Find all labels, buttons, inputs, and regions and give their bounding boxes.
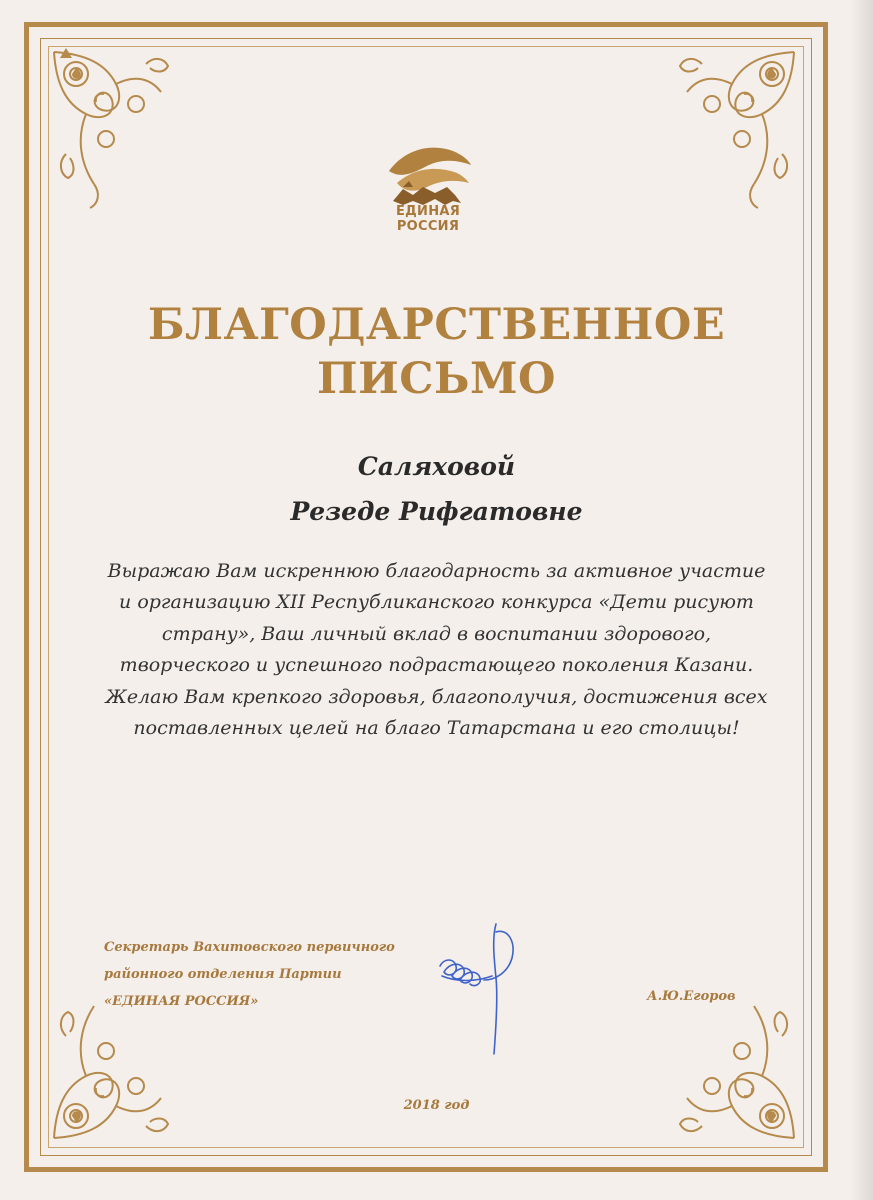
body-line: поставленных целей на благо Татарстана и его столицы! bbox=[133, 717, 740, 740]
corner-ornament-top-right bbox=[672, 44, 802, 214]
letter-body bbox=[80, 556, 793, 744]
corner-ornament-top-left bbox=[46, 44, 176, 214]
handwritten-signature bbox=[436, 918, 526, 1058]
logo-text-line2: РОССИЯ bbox=[396, 219, 460, 234]
body-line: Желаю Вам крепкого здоровья, благополучия, достижения всех bbox=[105, 685, 768, 708]
page-edge-shadow bbox=[851, 0, 873, 1200]
body-line: и организацию XII Республиканского конкурса «Дети рисуют bbox=[119, 591, 754, 614]
body-line: страну», Ваш личный вклад в воспитании здорового, bbox=[161, 622, 712, 645]
body-line: Выражаю Вам искреннюю благодарность за активное участие bbox=[107, 560, 766, 582]
signatory-position-line: районного отделения Партии bbox=[104, 967, 342, 982]
recipient-surname: Саляховой bbox=[357, 452, 516, 481]
signatory-position-line: Секретарь Вахитовского первичного bbox=[104, 940, 395, 955]
logo-text-line1: ЕДИНАЯ bbox=[395, 204, 461, 219]
signatory-position-line: «ЕДИНАЯ РОССИЯ» bbox=[104, 994, 259, 1009]
signer-name: А.Ю.Егоров bbox=[647, 989, 736, 1004]
signatory-position bbox=[104, 934, 395, 1015]
document-year: 2018 год bbox=[403, 1098, 470, 1113]
document-title-line2: ПИСЬМО bbox=[317, 354, 556, 404]
body-line: творческого и успешного подрастающего поколения Казани. bbox=[119, 654, 754, 677]
document-title-line1: БЛАГОДАРСТВЕННОЕ bbox=[147, 300, 726, 350]
recipient-given-names: Резеде Рифгатовне bbox=[290, 497, 583, 526]
